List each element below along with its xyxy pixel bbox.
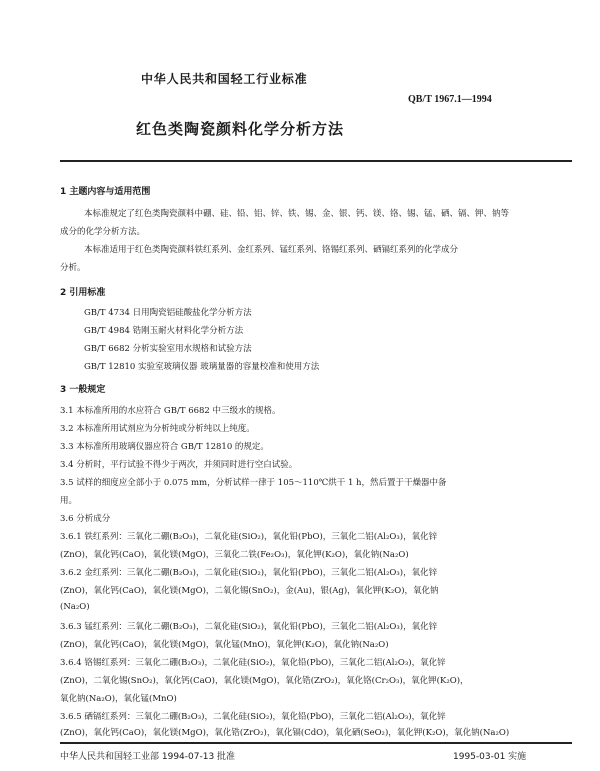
clause-3-6-4-line-2: (ZnO)，二氧化锡(SnO₂)，氧化钙(CaO)，氧化镁(MgO)，氧化锆(ZrO₂)，氧化铬(Cr₂O₃)，氧化钾(K₂O)， <box>60 676 469 686</box>
footer-divider <box>60 742 572 744</box>
clause-3-4: 3.4 分析时，平行试验不得少于两次，并须同时进行空白试验。 <box>60 460 298 470</box>
clause-3-6-4-line-1: 3.6.4 铬锡红系列：三氧化二硼(B₂O₃)，二氧化硅(SiO₂)，氧化铅(PbO)，三氧化二铝(Al₂O₃)，氧化锌 <box>60 658 446 668</box>
clause-3-6-4-line-3: 氧化钠(Na₂O)，氧化锰(MnO) <box>60 694 177 704</box>
header-divider <box>60 160 572 162</box>
clause-3-6-2-line-2: (ZnO)，氧化钙(CaO)，氧化镁(MgO)，二氧化锡(SnO₂)，金(Au)，银(Ag)，氧化钾(K₂O)，氧化钠 <box>60 586 439 596</box>
clause-3-6-5-line-2: (ZnO)，氧化钙(CaO)，氧化镁(MgO)，氧化锆(ZrO₂)，氧化镉(CdO)，氧化硒(SeO₂)，氧化钾(K₂O)，氧化钠(Na₂O) <box>60 728 510 738</box>
standard-title: 中华人民共和国轻工行业标准 <box>141 72 308 86</box>
clause-3-3: 3.3 本标准所用玻璃仪器应符合 GB/T 12810 的规定。 <box>60 442 269 452</box>
clause-3-5-line-2: 用。 <box>60 496 78 506</box>
approval-note: 中华人民共和国轻工业部 1994-07-13 批准 <box>60 752 236 762</box>
section-2-heading: 2 引用标准 <box>60 288 106 298</box>
clause-3-6-2-line-1: 3.6.2 金红系列：三氧化二硼(B₂O₃)，二氧化硅(SiO₂)，氧化铅(PbO)，三氧化二铝(Al₂O₃)，氧化锌 <box>60 568 438 578</box>
reference-item: GB/T 4734 日用陶瓷铝硅酸盐化学分析方法 <box>84 308 252 318</box>
clause-3-6: 3.6 分析成分 <box>60 514 111 524</box>
section-1-heading: 1 主题内容与适用范围 <box>60 187 151 197</box>
clause-3-6-5-line-1: 3.6.5 硒镉红系列：三氧化二硼(B₂O₃)，二氧化硅(SiO₂)，氧化铅(PbO)，三氧化二铝(Al₂O₃)，氧化锌 <box>60 712 446 722</box>
section-1-para-2-line-2: 分析。 <box>60 263 86 273</box>
clause-3-6-3-line-1: 3.6.3 锰红系列：三氧化二硼(B₂O₃)，二氧化硅(SiO₂)，氧化铅(PbO)，三氧化二铝(Al₂O₃)，氧化锌 <box>60 622 438 632</box>
clause-3-6-1-line-2: (ZnO)，氧化钙(CaO)，氧化镁(MgO)，三氧化二铁(Fe₂O₃)，氧化钾(K₂O)，氧化钠(Na₂O) <box>60 550 409 560</box>
section-3-heading: 3 一般规定 <box>60 385 106 395</box>
standard-code: QB/T 1967.1—1994 <box>408 94 492 105</box>
section-1-para-1-line-1: 本标准规定了红色类陶瓷颜料中硼、硅、铅、铝、锌、铁、锡、金、银、钙、镁、铬、锡、锰、硒、镉、钾、钠等 <box>84 209 510 219</box>
clause-3-6-3-line-2: (ZnO)，氧化钙(CaO)，氧化镁(MgO)，氧化锰(MnO)，氧化钾(K₂O)，氧化钠(Na₂O) <box>60 640 389 650</box>
reference-item: GB/T 6682 分析实验室用水规格和试验方法 <box>84 344 252 354</box>
implementation-date: 1995-03-01 实施 <box>453 752 527 762</box>
section-1-para-1-line-2: 成分的化学分析方法。 <box>60 227 146 237</box>
clause-3-6-1-line-1: 3.6.1 铁红系列：三氧化二硼(B₂O₃)，二氧化硅(SiO₂)，氧化铅(PbO)，三氧化二铝(Al₂O₃)，氧化锌 <box>60 532 438 542</box>
reference-item: GB/T 4984 锆刚玉耐火材料化学分析方法 <box>84 326 244 336</box>
clause-3-2: 3.2 本标准所用试剂应为分析纯或分析纯以上纯度。 <box>60 424 255 434</box>
page-title: 红色类陶瓷颜料化学分析方法 <box>136 120 345 138</box>
section-1-para-2-line-1: 本标准适用于红色类陶瓷颜料铁红系列、金红系列、锰红系列、铬锡红系列、硒镉红系列的化学成分 <box>84 245 459 255</box>
clause-3-1: 3.1 本标准所用的水应符合 GB/T 6682 中三级水的规格。 <box>60 406 281 416</box>
reference-item: GB/T 12810 实验室玻璃仪器 玻璃量器的容量校准和使用方法 <box>84 362 320 372</box>
clause-3-5-line-1: 3.5 试样的细度应全部小于 0.075 mm，分析试样一律于 105～110℃烘干 1 h，然后置于干燥器中备 <box>60 478 447 488</box>
clause-3-6-2-line-3: (Na₂O) <box>60 602 90 612</box>
